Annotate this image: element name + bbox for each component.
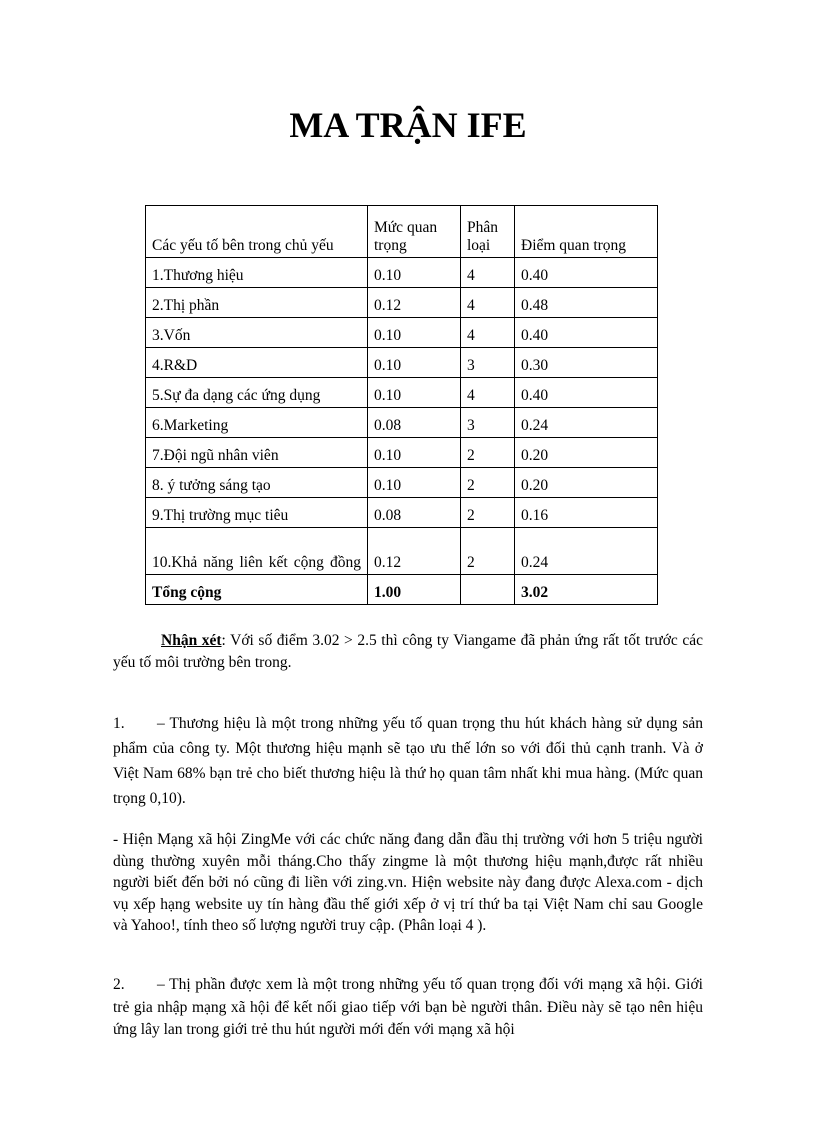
table-row [146,348,658,378]
paragraph-text: – Thương hiệu là một trong những yếu tố quan trọng thu hút khách hàng sử dụng sản phẩm của công ty. Một thương hiệu mạnh sẽ tạo ưu thế lớn so với đối thủ cạnh tranh. Và ở Việt Nam 68% bạn trẻ cho biết thương hiệu là thứ họ quan tâm nhất khi mua hàng. (Mức quan trọng 0,10). [113,715,703,807]
table-cell: 2.Thị phần [146,288,368,318]
table-row [146,438,658,468]
header-cell: Phân loại [461,206,515,258]
table-cell: 3 [461,348,515,378]
table-cell: 6.Marketing [146,408,368,438]
table-cell: 0.10 [368,318,461,348]
remark-paragraph [113,630,703,674]
table-total-row [146,575,658,605]
table-cell: 0.10 [368,468,461,498]
table-cell: 0.10 [368,378,461,408]
table-cell: 8. ý tưởng sáng tạo [146,468,368,498]
remark-text: : Với số điểm 3.02 > 2.5 thì công ty Viangame đã phản ứng rất tốt trước các yếu tố môi trường bên trong. [113,632,703,671]
table-row [146,498,658,528]
table-cell: 0.16 [515,498,658,528]
table-cell: 7.Đội ngũ nhân viên [146,438,368,468]
paragraph-text: – Thị phần được xem là một trong những yếu tố quan trọng đối với mạng xã hội. Giới trẻ gia nhập mạng xã hội để kết nối giao tiếp với bạn bè người thân. Điều này sẽ tạo nên hiệu ứng lây lan trong giới trẻ thu hút người mới đến với mạng xã hội [113,976,703,1038]
table-cell: 0.10 [368,348,461,378]
table-cell: 1.Thương hiệu [146,258,368,288]
table-cell: 2 [461,438,515,468]
table-cell: 9.Thị trường mục tiêu [146,498,368,528]
remark-label: Nhận xét [161,632,222,649]
table-cell: 2 [461,498,515,528]
total-label: Tổng cộng [146,575,368,605]
table-cell: 0.10 [368,438,461,468]
table-cell: 0.40 [515,318,658,348]
table-row [146,318,658,348]
table-cell: 0.08 [368,498,461,528]
table-cell: 0.08 [368,408,461,438]
paragraph-text: - Hiện Mạng xã hội ZingMe với các chức năng đang dẫn đầu thị trường với hơn 5 triệu người dùng thường xuyên mỗi tháng.Cho thấy zingme là một thương hiệu mạnh,được rất nhiều người biết đến bởi nó cũng đi liền với zing.vn. Hiện website này đang được Alexa.com - dịch vụ xếp hạng website uy tín hàng đầu thế giới xếp ở vị trí thứ ba tại Việt Nam chỉ sau Google và Yahoo!, tính theo số lượng người truy cập. (Phân loại 4 ). [113,831,703,934]
table-row [146,378,658,408]
table-cell: 0.48 [515,288,658,318]
body-paragraph-3 [113,974,703,1042]
header-cell: Các yếu tố bên trong chủ yếu [146,206,368,258]
table-cell: 4 [461,258,515,288]
table-cell: 3.Vốn [146,318,368,348]
table-cell: 0.12 [368,288,461,318]
table-cell: 3 [461,408,515,438]
total-classification [461,575,515,605]
list-number: 2. [113,976,125,993]
table-cell: 0.30 [515,348,658,378]
table-cell: 0.24 [515,528,658,575]
table-cell: 4.R&D [146,348,368,378]
table-cell: 0.10 [368,258,461,288]
total-score: 3.02 [515,575,658,605]
total-importance: 1.00 [368,575,461,605]
table-cell: 0.24 [515,408,658,438]
body-paragraph-2 [113,829,703,937]
header-cell: Mức quan trọng [368,206,461,258]
ife-matrix-table [145,205,658,605]
table-row [146,258,658,288]
table-cell: 2 [461,528,515,575]
list-number: 1. [113,715,125,732]
table-cell: 4 [461,318,515,348]
page-title: MA TRẬN IFE [289,105,527,145]
table-cell: 0.20 [515,438,658,468]
table-cell: 0.40 [515,258,658,288]
table-cell: 0.12 [368,528,461,575]
header-cell: Điểm quan trọng [515,206,658,258]
table-cell: 4 [461,288,515,318]
table-cell: 0.40 [515,378,658,408]
body-paragraph-1 [113,711,703,811]
table-cell: 2 [461,468,515,498]
table-cell: 4 [461,378,515,408]
table-cell: 5.Sự đa dạng các ứng dụng [146,378,368,408]
table-row [146,408,658,438]
table-cell: 0.20 [515,468,658,498]
table-cell: 10.Khả năng liên kết cộng đồng [146,528,368,575]
table-row [146,468,658,498]
table-row [146,288,658,318]
table-header-row [146,206,658,258]
table-row [146,528,658,575]
